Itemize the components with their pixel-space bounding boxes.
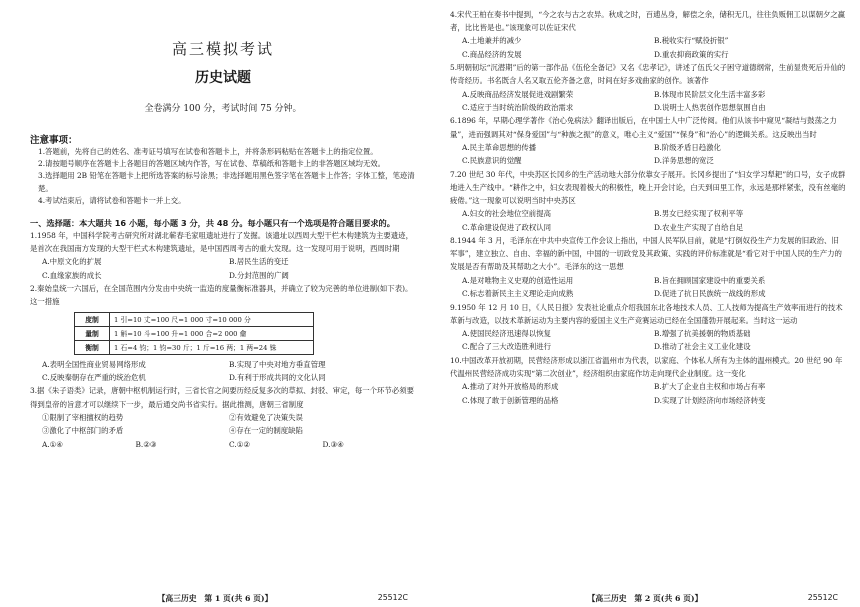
question-stem: 10.中国改革开放初期，民营经济形成以浙江省温州市为代表，以家庭、个体私人所有为主体的温州模式。20 世纪 90 年代温州民营经济成功实现“第二次创业”，经济组织由家庭作坊走向现代企业制度。这一变化 bbox=[450, 355, 843, 378]
option-b: B.扩大了企业自主权和市场占有率 bbox=[654, 382, 766, 392]
option-d: D.说明士人热衷创作思想氛围自由 bbox=[654, 103, 766, 113]
option-c: C.适应于当时统治阶级的政治需求 bbox=[462, 103, 574, 113]
option-d: D.促进了抗日民族统一战线的形成 bbox=[654, 289, 766, 299]
question-options bbox=[450, 34, 846, 61]
option-b: B.体现市民阶层文化生活丰富多彩 bbox=[654, 89, 766, 99]
notes-list bbox=[30, 146, 416, 207]
score-line: 全卷满分 100 分，考试时间 75 分钟。 bbox=[144, 104, 302, 114]
option-c: C.标志着新民主主义理论走向成熟 bbox=[462, 289, 574, 299]
question-stem: 2.秦始皇统一六国后，在全国范围内分发由中央统一监造的度量衡标准器具，并确立了较为完善的单位进制(如下表)。这一措施 bbox=[30, 284, 413, 307]
question-7 bbox=[450, 168, 846, 234]
option-c: C.配合了三大改造胜利进行 bbox=[462, 342, 552, 352]
question-10 bbox=[450, 354, 846, 407]
option-a: A.推动了对外开放格局的形成 bbox=[462, 382, 559, 392]
question-options bbox=[450, 88, 846, 115]
table-cell: 度制 bbox=[75, 312, 110, 326]
question-options bbox=[450, 274, 846, 301]
option-b: B.增强了抗美援朝的物质基础 bbox=[654, 328, 751, 338]
option-c: C.民族意识的觉醒 bbox=[462, 156, 522, 166]
item-2: ②有效避免了决策失误 bbox=[229, 412, 303, 422]
question-options bbox=[450, 207, 846, 234]
option-a: A.①④ bbox=[42, 439, 63, 449]
question-2 bbox=[30, 282, 416, 384]
note-item: 2.请按题号顺序在答题卡上各题目的答题区域内作答，写在试卷、草稿纸和答题卡上的非答题区域均无效。 bbox=[38, 159, 386, 169]
option-b: B.②③ bbox=[135, 439, 157, 449]
option-a: A.是对唯物主义史观的创造性运用 bbox=[462, 275, 574, 285]
table-cell: 衡制 bbox=[75, 340, 110, 354]
notes-heading: 注意事项： bbox=[30, 135, 78, 146]
option-d: D.农业生产实现了自给自足 bbox=[654, 222, 744, 232]
option-c: C.反映秦朝存在严重的统治危机 bbox=[42, 373, 146, 383]
question-stem: 9.1950 年 12 月 10 日，《人民日报》发表社论重点介绍我国东北各地技术人员、工人技师为提高生产效率而进行的技术革新与改造，以技术革新运动为主要内容的爱国主义生产竞赛运动已经在全国蓬勃开展起来。当时这一运动 bbox=[450, 302, 843, 325]
question-options bbox=[30, 438, 416, 451]
section-heading: 一、选择题：本大题共 16 小题，每小题 3 分，共 48 分。每小题只有一个选项是符合题目要求的。 bbox=[30, 218, 395, 229]
note-item: 1.答题前，先将自己的姓名、准考证号填写在试卷和答题卡上，并将条形码粘贴在答题卡上的指定位置。 bbox=[38, 147, 378, 156]
footer-page-label: 【高三历史 第 1 页(共 6 页)】 bbox=[157, 594, 273, 603]
option-a: A.反映商品经济发展促进戏剧繁荣 bbox=[462, 89, 574, 99]
item-3: ③激化了中枢部门的矛盾 bbox=[42, 426, 124, 436]
table-row bbox=[75, 312, 314, 326]
option-a: A.妇女的社会地位空前提高 bbox=[462, 209, 551, 219]
question-3 bbox=[30, 384, 416, 451]
subject-title: 历史试题 bbox=[195, 70, 251, 86]
option-d: D.有利于形成共同的文化认同 bbox=[229, 373, 326, 383]
note-item: 4.考试结束后，请将试卷和答题卡一并上交。 bbox=[38, 195, 186, 205]
option-a: A.使国民经济迅速得以恢复 bbox=[462, 328, 551, 338]
question-options bbox=[450, 141, 846, 168]
table-row bbox=[75, 340, 314, 354]
option-d: D.③④ bbox=[322, 439, 344, 449]
question-8 bbox=[450, 234, 846, 300]
table-cell: 1 斛=10 斗=100 升=1 000 合=2 000 龠 bbox=[110, 326, 314, 340]
option-b: B.实现了中央对地方垂直管理 bbox=[229, 359, 326, 369]
table-cell: 1 引=10 丈=100 尺=1 000 寸=10 000 分 bbox=[110, 312, 314, 326]
question-stem: 5.明朝韧坛“沉潜期”后的第一部作品《伍伦全备记》又名《忠孝记》，讲述了伍氏父子困守道德纲常，生前显贵死后升仙的传奇经历。书名既含人名又取五伦齐备之意，时间在好多戏曲家的创作。该著作 bbox=[450, 63, 846, 86]
option-a: A.表明全国性商业贸易网络形成 bbox=[42, 359, 146, 369]
item-1: ①限制了宰相擅权的趋势 bbox=[42, 412, 124, 422]
question-stem: 3.据《朱子语类》记录，唐朝中枢机制运行时，三省长官之间要历经反复多次的草拟、封驳、审定，每一个环节必须要得到皇帝的旨意才可以继续下一步，最后通交尚书省实行。据此推测，唐朝三省制度 bbox=[30, 386, 414, 409]
question-options bbox=[30, 358, 416, 385]
option-a: A.中原文化的扩展 bbox=[42, 257, 102, 267]
question-stem: 4.宋代王柏在奏书中提到，“今之农与古之农异。秋成之时，百逋丛身，解偿之余，储积无几，往往负贩佣工以谋朝夕之赢者，比比皆是也。”该现象可以佐证宋代 bbox=[450, 10, 846, 33]
option-b: B.税收实行“赋役折银” bbox=[654, 36, 729, 46]
question-stem: 6.1896 年，早期心理学著作《治心免病法》翻译出版后，在中国士人中广泛传阅。他们从该书中窥见“凝结与鼓荡之力量”，进而强调其对“保身爱国”与“种族之振”的意义，唯心主义“爱国”“保身”和“治心”的逻辑关系。这反映出当时 bbox=[450, 116, 837, 139]
units-table bbox=[74, 312, 314, 355]
question-6 bbox=[450, 114, 846, 167]
footer-code: 25512C bbox=[807, 593, 838, 602]
question-4 bbox=[450, 8, 846, 61]
option-d: D.洋务思想的宽泛 bbox=[654, 156, 714, 166]
option-a: A.土地兼并的减少 bbox=[462, 36, 522, 46]
option-c: C.①② bbox=[229, 439, 250, 449]
option-b: B.旨在拥顾国家建设中的重要关系 bbox=[654, 275, 766, 285]
table-cell: 量制 bbox=[75, 326, 110, 340]
question-stem: 8.1944 年 3 月，毛泽东在中共中央宣传工作会议上指出，中国人民军队目前，就是“打倒奴役生产力发展的旧政治、旧军事”，建立独立、自由、幸福的新中国，中国的一切政党及其政策、实践的评价标准就是“看它对于中国人民的生产力的发展是否有帮助及其帮助之大小”。毛泽东的这一思想 bbox=[450, 236, 842, 272]
question-9 bbox=[450, 301, 846, 354]
question-stem: 1.1958 年，中国科学院考古研究所对湖北蕲春毛家咀遗址进行了发掘。该遗址以西周大型干栏木构建筑为主要遗迹，是首次在我国南方发现的大型干栏式木构建筑遗址，是中国西周考古的重大发现。这一发现可用于说明，西周时期 bbox=[30, 231, 413, 254]
footer-page-label: 【高三历史 第 2 页(共 6 页)】 bbox=[587, 594, 703, 603]
exam-title: 高三模拟考试 bbox=[171, 40, 274, 58]
note-item: 3.选择题用 2B 铅笔在答题卡上把所选答案的标号涂黑；非选择题用黑色签字笔在答题卡上作答；字体工整，笔迹清楚。 bbox=[38, 171, 415, 193]
question-options bbox=[30, 255, 416, 282]
question-stem: 7.20 世纪 30 年代，中央苏区长冈乡的生产活动地大部分依靠女子展开。长冈乡提出了“妇女学习犁耙”的口号，女子成群地进入生产线中。“耕作之中，妇女表现着极大的积极性，晚上开会讨论，白天到田里工作，永远是那样紧张，没有丝毫的疲倦。”这一现象可以说明当时中央苏区 bbox=[450, 169, 846, 206]
option-d: D.重农抑商政策的实行 bbox=[654, 49, 729, 59]
option-b: B.阶级矛盾日趋激化 bbox=[654, 142, 721, 152]
question-1 bbox=[30, 229, 416, 282]
item-4: ④存在一定的制度缺陷 bbox=[229, 426, 303, 436]
option-c: C.体现了敢于创新管理的品格 bbox=[462, 395, 559, 405]
question-options bbox=[450, 380, 846, 407]
option-c: C.商品经济的发展 bbox=[462, 49, 522, 59]
footer-code: 25512C bbox=[377, 593, 408, 602]
option-c: C.血缘家族的成长 bbox=[42, 270, 102, 280]
table-row bbox=[75, 326, 314, 340]
page-2 bbox=[430, 0, 860, 607]
question-5 bbox=[450, 61, 846, 114]
option-c: C.革命建设促进了政权认同 bbox=[462, 222, 552, 232]
question-items bbox=[30, 411, 416, 438]
option-d: D.分封范围的广阔 bbox=[229, 270, 289, 280]
table-cell: 1 石=4 钧；1 钧=30 斤；1 斤=16 两；1 两=24 铢 bbox=[110, 340, 314, 354]
option-d: D.推动了社会主义工业化建设 bbox=[654, 342, 751, 352]
option-b: B.男女已经实现了权利平等 bbox=[654, 209, 744, 219]
option-b: B.居民生活的变迁 bbox=[229, 257, 289, 267]
option-a: A.民主革命思想的传播 bbox=[462, 142, 537, 152]
question-options bbox=[450, 327, 846, 354]
option-d: D.实现了计划经济向市场经济转变 bbox=[654, 395, 766, 405]
